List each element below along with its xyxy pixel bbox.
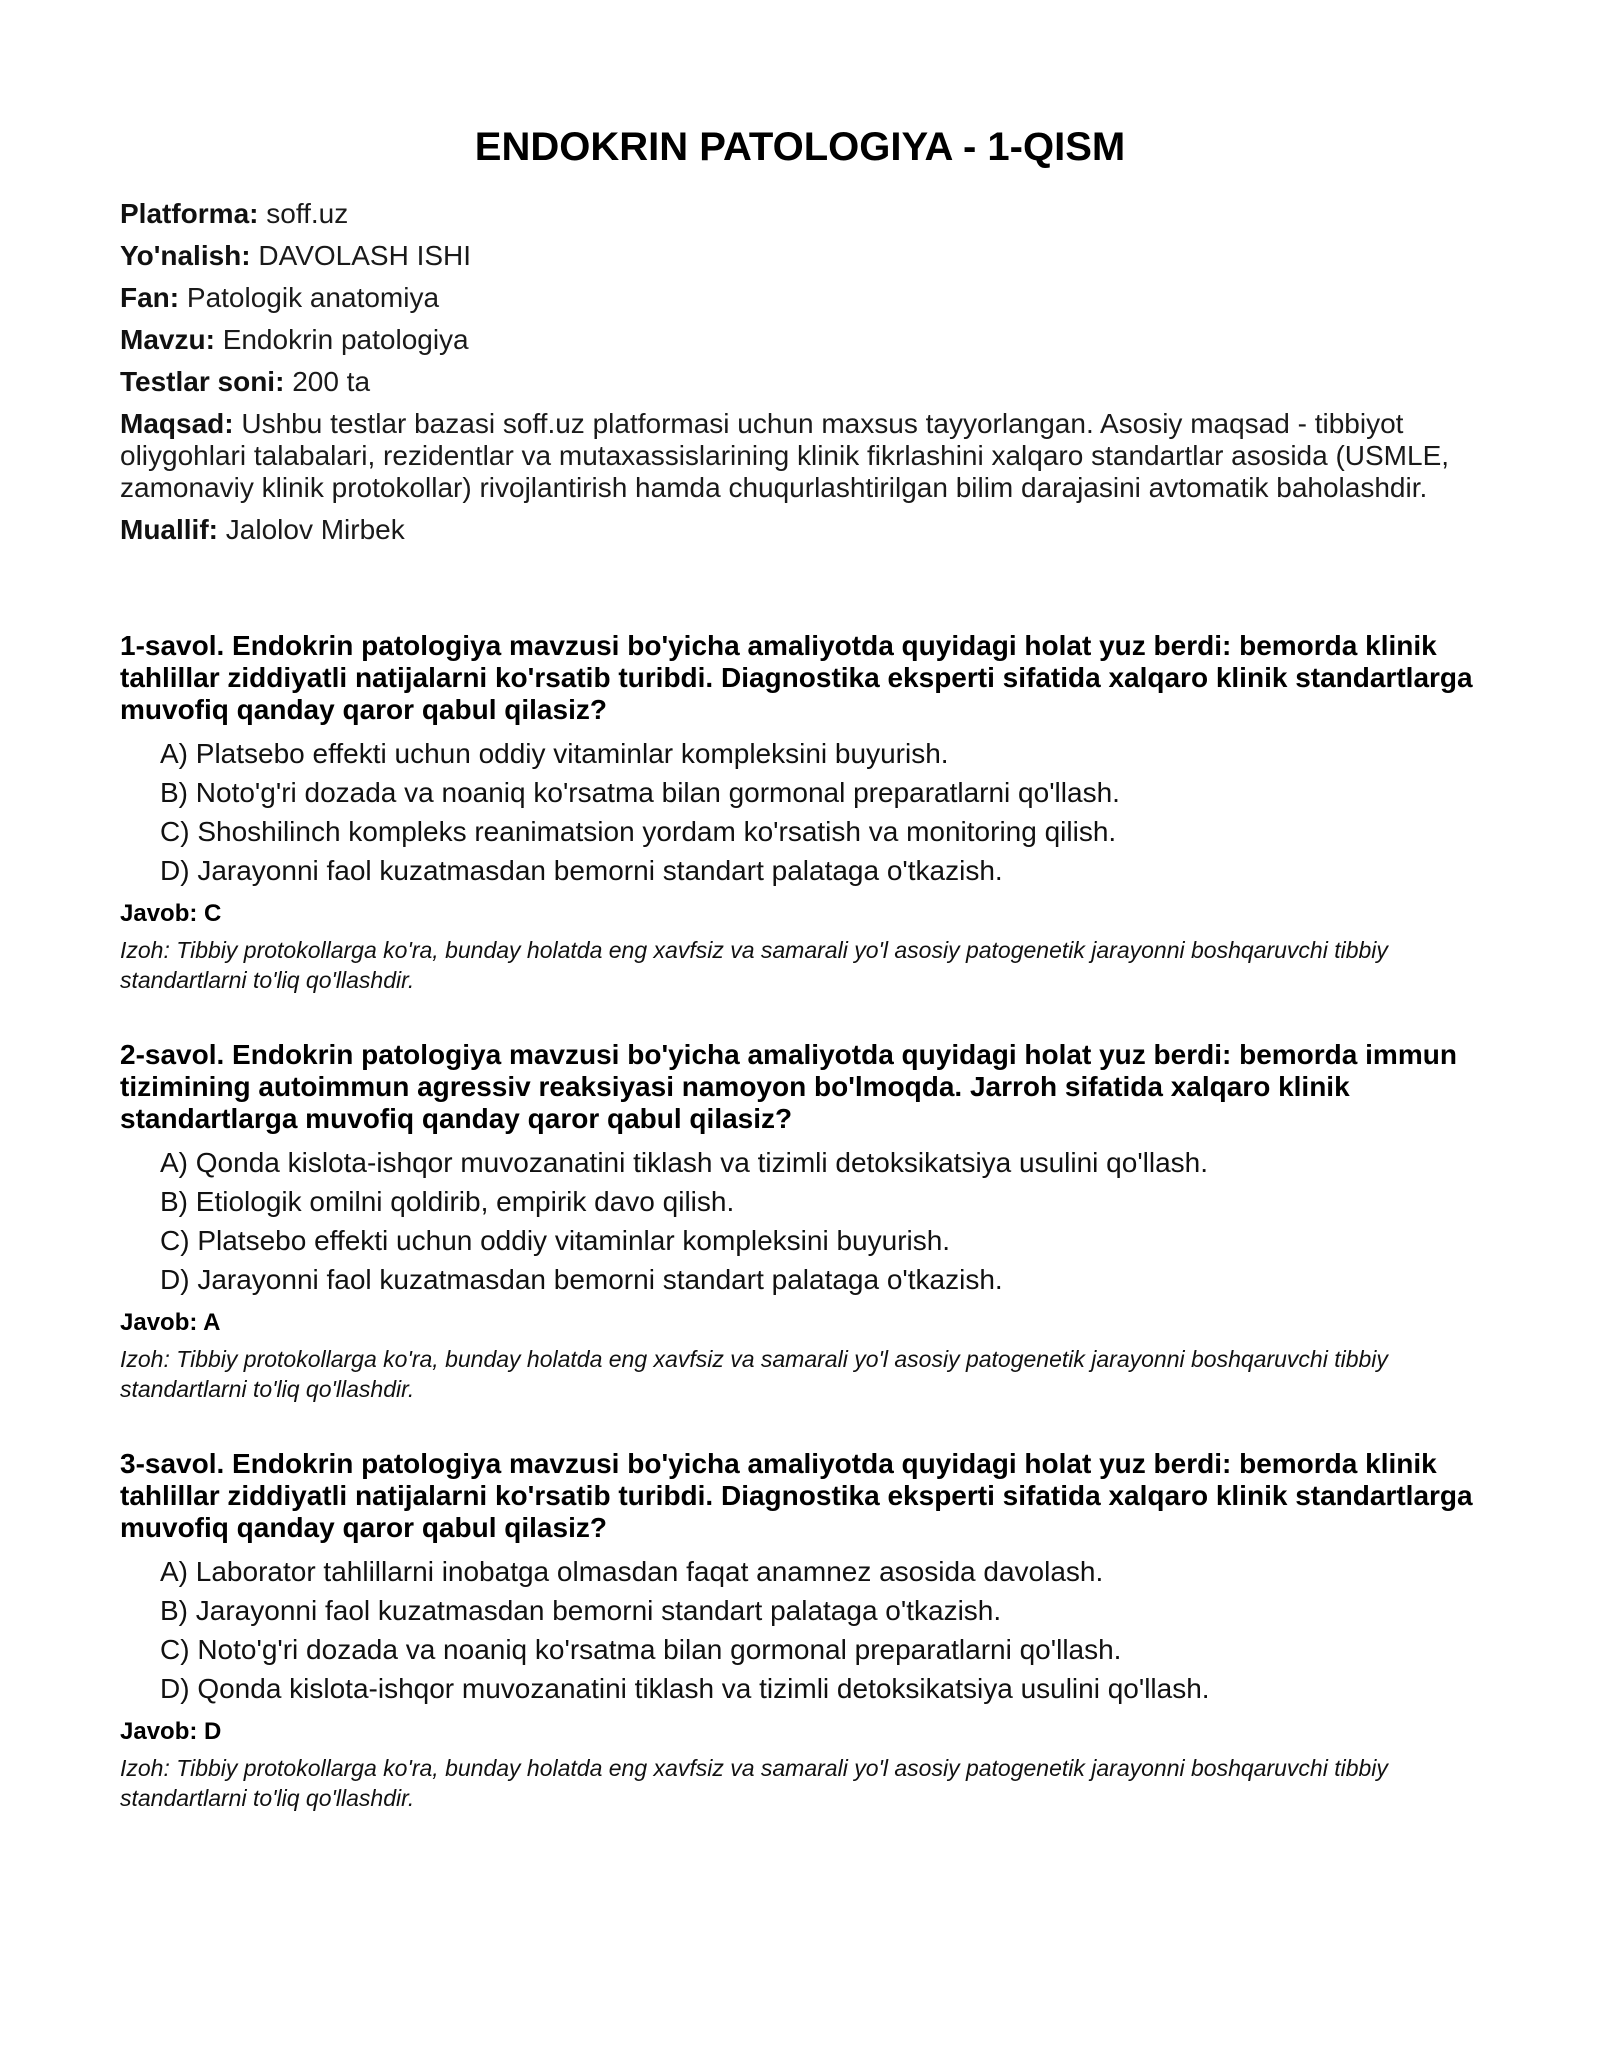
meta-test-count <box>120 366 1480 398</box>
option-b: B) Etiologik omilni qoldirib, empirik davo qilish. <box>160 1186 735 1217</box>
meta-value: Ushbu testlar bazasi soff.uz platformasi uchun maxsus tayyorlangan. Asosiy maqsad - tibbiyot oliygohlari talabalari, rezidentlar va mutaxassislarining klinik fikrlashini xalqaro standartlar asosida (USMLE, zamonaviy klinik protokollar) rivojlantirish hamda chuqurlashtirilgan bilim darajasini avtomatik baholashdir. <box>120 408 1450 503</box>
explanation-note: Izoh: Tibbiy protokollarga ko'ra, bunday holatda eng xavfsiz va samarali yo'l asosiy patogenetik jarayonni boshqaruvchi tibbiy standartlarni to'liq qo'llashdir. <box>120 1755 1388 1811</box>
meta-label: Yo'nalish: <box>120 240 251 271</box>
explanation-note: Izoh: Tibbiy protokollarga ko'ra, bunday holatda eng xavfsiz va samarali yo'l asosiy patogenetik jarayonni boshqaruvchi tibbiy standartlarni to'liq qo'llashdir. <box>120 937 1388 993</box>
meta-value: soff.uz <box>266 198 349 229</box>
option-d: D) Jarayonni faol kuzatmasdan bemorni standart palataga o'tkazish. <box>160 1264 1003 1295</box>
meta-direction <box>120 240 1480 272</box>
meta-topic <box>120 324 1480 356</box>
option-a: A) Platsebo effekti uchun oddiy vitaminlar kompleksini buyurish. <box>160 738 949 769</box>
meta-label: Testlar soni: <box>120 366 285 397</box>
explanation-note: Izoh: Tibbiy protokollarga ko'ra, bunday holatda eng xavfsiz va samarali yo'l asosiy patogenetik jarayonni boshqaruvchi tibbiy standartlarni to'liq qo'llashdir. <box>120 1346 1388 1402</box>
options-list <box>120 1147 1480 1296</box>
meta-label: Maqsad: <box>120 408 234 439</box>
question-block <box>120 1039 1480 1404</box>
question-block <box>120 630 1480 995</box>
option-a: A) Qonda kislota-ishqor muvozanatini tiklash va tizimli detoksikatsiya usulini qo'llash. <box>160 1147 1209 1178</box>
document-title: ENDOKRIN PATOLOGIYA - 1-QISM <box>474 125 1126 169</box>
meta-value: Endokrin patologiya <box>222 324 469 355</box>
meta-subject <box>120 282 1480 314</box>
option-b: B) Noto'g'ri dozada va noaniq ko'rsatma bilan gormonal preparatlarni qo'llash. <box>160 777 1120 808</box>
meta-value: Jalolov Mirbek <box>225 514 405 545</box>
meta-value: Patologik anatomiya <box>186 282 440 313</box>
meta-goal <box>120 408 1480 504</box>
option-a: A) Laborator tahlillarni inobatga olmasdan faqat anamnez asosida davolash. <box>160 1556 1104 1587</box>
option-c: C) Platsebo effekti uchun oddiy vitaminlar kompleksini buyurish. <box>160 1225 951 1256</box>
meta-label: Fan: <box>120 282 180 313</box>
answer-label: Javob: D <box>120 1718 222 1745</box>
question-text: 3-savol. Endokrin patologiya mavzusi bo'yicha amaliyotda quyidagi holat yuz berdi: bemorda klinik tahlillar ziddiyatli natijalarni ko'rsatib turibdi. Diagnostika eksperti sifatida xalqaro klinik standartlarga muvofiq qanday qaror qabul qilasiz? <box>120 1448 1473 1543</box>
option-c: C) Noto'g'ri dozada va noaniq ko'rsatma bilan gormonal preparatlarni qo'llash. <box>160 1634 1122 1665</box>
question-block <box>120 1448 1480 1813</box>
option-c: C) Shoshilinch kompleks reanimatsion yordam ko'rsatish va monitoring qilish. <box>160 816 1117 847</box>
question-text: 1-savol. Endokrin patologiya mavzusi bo'yicha amaliyotda quyidagi holat yuz berdi: bemorda klinik tahlillar ziddiyatli natijalarni ko'rsatib turibdi. Diagnostika eksperti sifatida xalqaro klinik standartlarga muvofiq qanday qaror qabul qilasiz? <box>120 630 1473 725</box>
meta-label: Platforma: <box>120 198 259 229</box>
meta-author <box>120 514 1480 546</box>
questions-list <box>120 630 1480 1813</box>
meta-value: 200 ta <box>292 366 371 397</box>
meta-label: Mavzu: <box>120 324 215 355</box>
option-d: D) Jarayonni faol kuzatmasdan bemorni standart palataga o'tkazish. <box>160 855 1003 886</box>
options-list <box>120 1556 1480 1705</box>
options-list <box>120 738 1480 887</box>
question-text: 2-savol. Endokrin patologiya mavzusi bo'yicha amaliyotda quyidagi holat yuz berdi: bemorda immun tizimining autoimmun agressiv reaksiyasi namoyon bo'lmoqda. Jarroh sifatida xalqaro klinik standartlarga muvofiq qanday qaror qabul qilasiz? <box>120 1039 1457 1134</box>
meta-value: DAVOLASH ISHI <box>258 240 472 271</box>
meta-label: Muallif: <box>120 514 218 545</box>
option-b: B) Jarayonni faol kuzatmasdan bemorni standart palataga o'tkazish. <box>160 1595 1002 1626</box>
meta-platform <box>120 198 1480 230</box>
metadata-section <box>120 198 1480 546</box>
answer-label: Javob: C <box>120 900 222 927</box>
option-d: D) Qonda kislota-ishqor muvozanatini tiklash va tizimli detoksikatsiya usulini qo'llash. <box>160 1673 1210 1704</box>
answer-label: Javob: A <box>120 1309 221 1336</box>
